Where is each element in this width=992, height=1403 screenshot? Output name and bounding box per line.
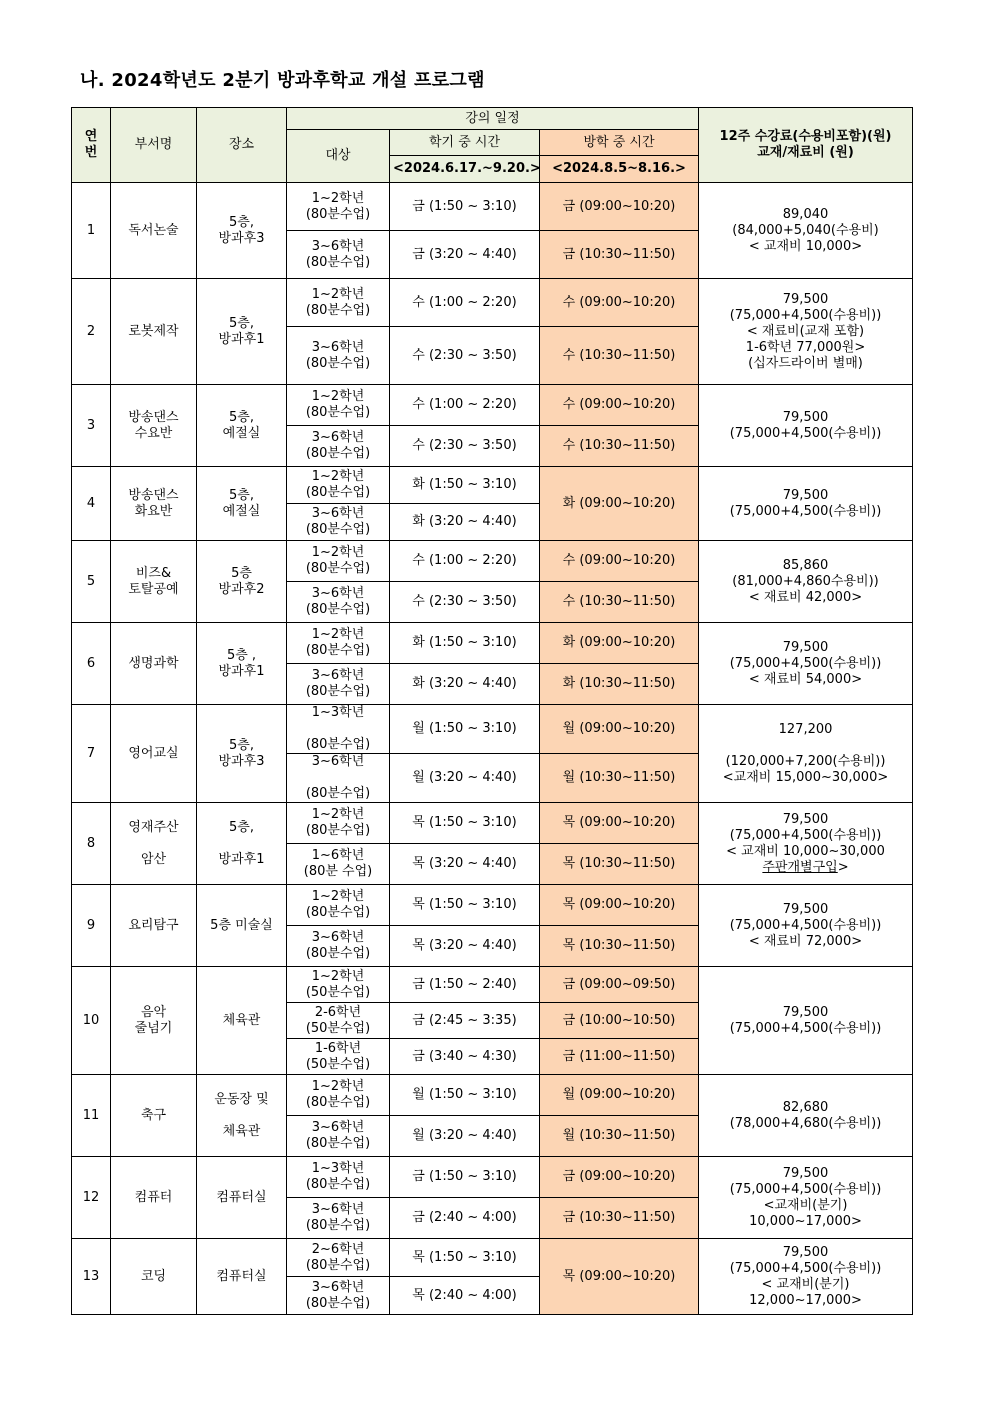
vacation-time: 목 (10:30~11:50) [540,844,699,885]
header-semester-time: 학기 중 시간 [390,130,540,156]
semester-time: 목 (2:40 ~ 4:00) [390,1277,540,1315]
location: 5층, 방과후1 [197,803,287,885]
semester-time: 금 (3:20 ~ 4:40) [390,231,540,279]
semester-time: 금 (3:40 ~ 4:30) [390,1039,540,1075]
table-row [72,803,913,844]
target-grade: 1~2학년 (80분수업) [287,183,390,231]
vacation-time: 월 (10:30~11:50) [540,1116,699,1157]
fee-text: 79,500 (75,000+4,500(수용비)) < 재료비 54,000> [729,639,882,687]
location: 5층, 방과후1 [197,279,287,385]
semester-time: 수 (2:30 ~ 3:50) [390,426,540,467]
row-number: 2 [72,279,111,385]
vacation-time: 수 (09:00~10:20) [540,279,699,327]
program-table [71,107,913,1315]
department-name: 음악 줄넘기 [111,967,197,1075]
semester-time: 수 (2:30 ~ 3:50) [390,582,540,623]
semester-time: 목 (3:20 ~ 4:40) [390,926,540,967]
header-vacation-time: 방학 중 시간 [540,130,699,156]
location: 5층, 예절실 [197,467,287,541]
fee-info [699,705,913,803]
fee-info [699,541,913,623]
fee-text: 127,200 (120,000+7,200(수용비)) <교재비 15,000~30,000> [722,721,889,785]
header-target: 대상 [287,130,390,183]
semester-time: 월 (1:50 ~ 3:10) [390,705,540,754]
header-vacation-period: <2024.8.5~8.16.> [540,156,699,183]
semester-time: 금 (1:50 ~ 3:10) [390,1157,540,1198]
location: 5층, 방과후3 [197,705,287,803]
fee-info [699,279,913,385]
vacation-time: 수 (09:00~10:20) [540,541,699,582]
location: 5층 미술실 [197,885,287,967]
fee-info [699,1075,913,1157]
target-grade: 1~2학년 (80분수업) [287,385,390,426]
vacation-time: 화 (09:00~10:20) [540,467,699,541]
target-grade: 2~6학년 (80분수업) [287,1239,390,1277]
target-grade: 1~2학년 (80분수업) [287,885,390,926]
location: 컴퓨터실 [197,1239,287,1315]
department-name: 축구 [111,1075,197,1157]
fee-text: 79,500 (75,000+4,500(수용비)) <교재비(분기) 10,000~17,000> [729,1165,882,1229]
vacation-time: 화 (10:30~11:50) [540,664,699,705]
semester-time: 월 (3:20 ~ 4:40) [390,754,540,803]
vacation-time: 화 (09:00~10:20) [540,623,699,664]
target-grade: 1~2학년 (50분수업) [287,967,390,1003]
fee-info [699,803,913,885]
vacation-time: 금 (10:00~10:50) [540,1003,699,1039]
fee-text: 79,500 (75,000+4,500(수용비)) < 교재비 10,000~30,000 [726,811,885,859]
semester-time: 목 (1:50 ~ 3:10) [390,1239,540,1277]
table-row [72,705,913,754]
row-number: 12 [72,1157,111,1239]
row-number: 8 [72,803,111,885]
semester-time: 수 (1:00 ~ 2:20) [390,385,540,426]
fee-info [699,623,913,705]
vacation-time: 금 (10:30~11:50) [540,1198,699,1239]
fee-text: 79,500 (75,000+4,500(수용비)) [729,1004,882,1036]
fee-info [699,1157,913,1239]
vacation-time: 금 (09:00~09:50) [540,967,699,1003]
fee-text: 79,500 (75,000+4,500(수용비)) [729,409,882,441]
target-grade: 1-6학년 (50분수업) [287,1039,390,1075]
semester-time: 수 (1:00 ~ 2:20) [390,541,540,582]
location: 5층 방과후2 [197,541,287,623]
semester-time: 목 (3:20 ~ 4:40) [390,844,540,885]
fee-info [699,967,913,1075]
target-grade: 3~6학년 (80분수업) [287,327,390,385]
semester-time: 화 (3:20 ~ 4:40) [390,504,540,541]
table-row [72,1157,913,1198]
vacation-time: 목 (09:00~10:20) [540,885,699,926]
table-row [72,1075,913,1116]
target-grade: 1~2학년 (80분수업) [287,1075,390,1116]
target-grade: 3~6학년 (80분수업) [287,754,390,803]
department-name: 로봇제작 [111,279,197,385]
header-dept: 부서명 [111,108,197,183]
row-number: 3 [72,385,111,467]
semester-time: 목 (1:50 ~ 3:10) [390,885,540,926]
target-grade: 2-6학년 (50분수업) [287,1003,390,1039]
semester-time: 금 (1:50 ~ 3:10) [390,183,540,231]
vacation-time: 목 (09:00~10:20) [540,803,699,844]
fee-text: 85,860 (81,000+4,860수용비)) < 재료비 42,000> [732,557,879,605]
target-grade: 1~2학년 (80분수업) [287,541,390,582]
target-grade: 1~2학년 (80분수업) [287,803,390,844]
target-grade: 3~6학년 (80분수업) [287,1116,390,1157]
table-row [72,1239,913,1277]
table-row [72,623,913,664]
row-number: 10 [72,967,111,1075]
table-row [72,967,913,1003]
semester-time: 화 (1:50 ~ 3:10) [390,623,540,664]
header-no: 연 번 [72,108,111,183]
location: 5층 , 방과후1 [197,623,287,705]
fee-info [699,467,913,541]
table-row [72,183,913,231]
target-grade: 3~6학년 (80분수업) [287,926,390,967]
vacation-time: 수 (10:30~11:50) [540,327,699,385]
vacation-time: 수 (10:30~11:50) [540,582,699,623]
department-name: 영어교실 [111,705,197,803]
fee-text: 79,500 (75,000+4,500(수용비)) [729,487,882,519]
vacation-time: 금 (09:00~10:20) [540,1157,699,1198]
fee-tail: > [837,859,849,875]
table-row [72,885,913,926]
row-number: 7 [72,705,111,803]
vacation-time: 월 (09:00~10:20) [540,705,699,754]
header-fee: 12주 수강료(수용비포함)(원) 교재/재료비 (원) [699,108,913,183]
fee-text: 82,680 (78,000+4,680(수용비)) [729,1099,882,1131]
department-name: 영재주산 암산 [111,803,197,885]
department-name: 방송댄스 수요반 [111,385,197,467]
location: 5층, 예절실 [197,385,287,467]
semester-time: 월 (3:20 ~ 4:40) [390,1116,540,1157]
vacation-time: 월 (09:00~10:20) [540,1075,699,1116]
table-row [72,541,913,582]
table-body [72,183,913,1315]
department-name: 독서논술 [111,183,197,279]
semester-time: 금 (2:40 ~ 4:00) [390,1198,540,1239]
header-place: 장소 [197,108,287,183]
semester-time: 금 (2:45 ~ 3:35) [390,1003,540,1039]
fee-text: 89,040 (84,000+5,040(수용비) < 교재비 10,000> [732,206,879,254]
department-name: 컴퓨터 [111,1157,197,1239]
row-number: 9 [72,885,111,967]
vacation-time: 수 (10:30~11:50) [540,426,699,467]
fee-info [699,1239,913,1315]
fee-text: 79,500 (75,000+4,500(수용비)) < 재료비(교재 포함) 1-6학년 77,000원> (십자드라이버 별매) [729,291,882,371]
table-row [72,279,913,327]
semester-time: 화 (3:20 ~ 4:40) [390,664,540,705]
row-number: 5 [72,541,111,623]
target-grade: 3~6학년 (80분수업) [287,1198,390,1239]
department-name: 생명과학 [111,623,197,705]
table-row [72,467,913,504]
target-grade: 1~2학년 (80분수업) [287,467,390,504]
row-number: 6 [72,623,111,705]
semester-time: 수 (1:00 ~ 2:20) [390,279,540,327]
vacation-time: 금 (10:30~11:50) [540,231,699,279]
target-grade: 1~3학년 (80분수업) [287,1157,390,1198]
location: 운동장 및 체육관 [197,1075,287,1157]
target-grade: 3~6학년 (80분수업) [287,231,390,279]
target-grade: 3~6학년 (80분수업) [287,504,390,541]
target-grade: 3~6학년 (80분수업) [287,426,390,467]
fee-info [699,885,913,967]
target-grade: 1~2학년 (80분수업) [287,279,390,327]
department-name: 비즈& 토탈공예 [111,541,197,623]
row-number: 11 [72,1075,111,1157]
semester-time: 수 (2:30 ~ 3:50) [390,327,540,385]
location: 체육관 [197,967,287,1075]
department-name: 코딩 [111,1239,197,1315]
vacation-time: 목 (09:00~10:20) [540,1239,699,1315]
target-grade: 1~2학년 (80분수업) [287,623,390,664]
target-grade: 3~6학년 (80분수업) [287,1277,390,1315]
department-name: 방송댄스 화요반 [111,467,197,541]
target-grade: 1~3학년 (80분수업) [287,705,390,754]
location: 컴퓨터실 [197,1157,287,1239]
target-grade: 3~6학년 (80분수업) [287,582,390,623]
fee-info [699,385,913,467]
department-name: 요리탐구 [111,885,197,967]
semester-time: 목 (1:50 ~ 3:10) [390,803,540,844]
vacation-time: 금 (09:00~10:20) [540,183,699,231]
table-header [72,108,913,183]
header-semester-period: <2024.6.17.~9.20.> [390,156,540,183]
semester-time: 금 (1:50 ~ 2:40) [390,967,540,1003]
row-number: 4 [72,467,111,541]
row-number: 13 [72,1239,111,1315]
semester-time: 월 (1:50 ~ 3:10) [390,1075,540,1116]
header-lecture-schedule: 강의 일정 [287,108,699,130]
location: 5층, 방과후3 [197,183,287,279]
fee-info [699,183,913,279]
page-title: 나. 2024학년도 2분기 방과후학교 개설 프로그램 [80,70,485,91]
fee-text: 79,500 (75,000+4,500(수용비)) < 교재비(분기) 12,000~17,000> [729,1244,882,1308]
target-grade: 3~6학년 (80분수업) [287,664,390,705]
vacation-time: 월 (10:30~11:50) [540,754,699,803]
row-number: 1 [72,183,111,279]
table-row [72,385,913,426]
semester-time: 화 (1:50 ~ 3:10) [390,467,540,504]
vacation-time: 수 (09:00~10:20) [540,385,699,426]
target-grade: 1~6학년 (80분 수업) [287,844,390,885]
fee-text: 79,500 (75,000+4,500(수용비)) < 재료비 72,000> [729,901,882,949]
vacation-time: 금 (11:00~11:50) [540,1039,699,1075]
vacation-time: 목 (10:30~11:50) [540,926,699,967]
fee-underlined-note: 주판개별구입 [762,859,838,875]
